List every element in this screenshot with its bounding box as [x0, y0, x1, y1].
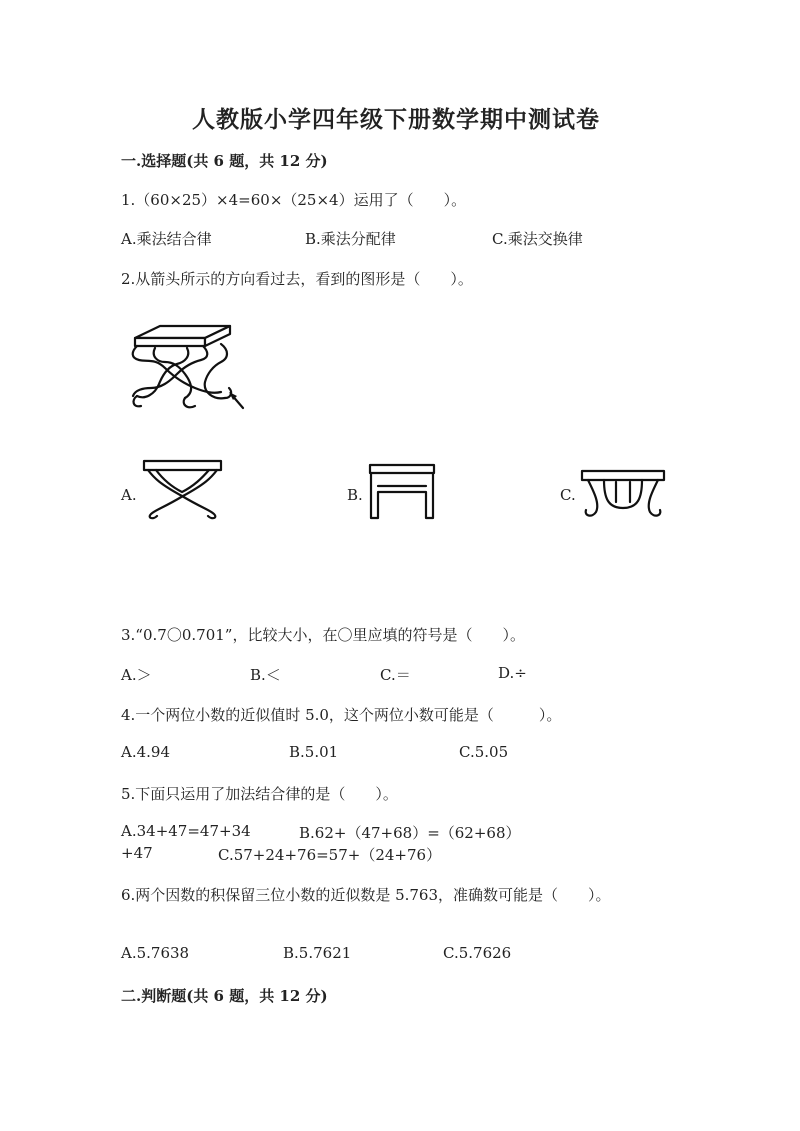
question-3-option-a: A.＞: [121, 666, 152, 684]
question-6-option-a: A.5.7638: [121, 944, 190, 962]
question-5-option-c: C.57+24+76=57+（24+76）: [218, 846, 442, 864]
question-3-option-d: D.÷: [498, 664, 527, 682]
question-6-option-b: B.5.7621: [283, 944, 352, 962]
question-3-option-c: C.＝: [380, 666, 411, 684]
question-2-option-c: C.: [560, 486, 576, 504]
question-5-option-b: B.62+（47+68）=（62+68）: [299, 824, 521, 842]
question-1-option-b: B.乘法分配律: [305, 230, 396, 248]
question-6-stem: 6.两个因数的积保留三位小数的近似数是 5.763，准确数可能是（ ）。: [121, 886, 611, 904]
question-4-stem: 4.一个两位小数的近似值时 5.0，这个两位小数可能是（ ）。: [121, 706, 562, 724]
question-2-option-b: B.: [347, 486, 363, 504]
question-4-option-a: A.4.94: [121, 743, 170, 761]
question-5-option-a: A.34+47=47+34: [121, 822, 251, 840]
question-1-option-c: C.乘法交换律: [492, 230, 583, 248]
question-3-stem: 3.“0.7〇0.701”，比较大小，在〇里应填的符号是（ ）。: [121, 626, 525, 644]
question-4-option-c: C.5.05: [459, 743, 509, 761]
stool-3d-figure: [125, 322, 250, 412]
question-1-stem: 1.（60×25）×4=60×（25×4）运用了（ ）。: [121, 191, 467, 209]
question-2-option-a: A.: [121, 486, 137, 504]
section-heading-choice: 一.选择题(共 6 题，共 12 分): [121, 152, 328, 170]
question-2-stem: 2.从箭头所示的方向看过去，看到的图形是（ ）。: [121, 270, 473, 288]
option-a-figure: [140, 458, 225, 520]
question-3-option-b: B.＜: [250, 666, 281, 684]
question-1-option-a: A.乘法结合律: [121, 230, 212, 248]
page-title: 人教版小学四年级下册数学期中测试卷: [192, 106, 600, 133]
question-5-option-b-continued: +47: [121, 844, 153, 862]
option-b-figure: [367, 462, 437, 522]
question-4-option-b: B.5.01: [289, 743, 339, 761]
option-c-figure: [578, 468, 668, 523]
section-heading-judgement: 二.判断题(共 6 题，共 12 分): [121, 987, 328, 1005]
question-6-option-c: C.5.7626: [443, 944, 512, 962]
question-5-stem: 5.下面只运用了加法结合律的是（ ）。: [121, 785, 398, 803]
